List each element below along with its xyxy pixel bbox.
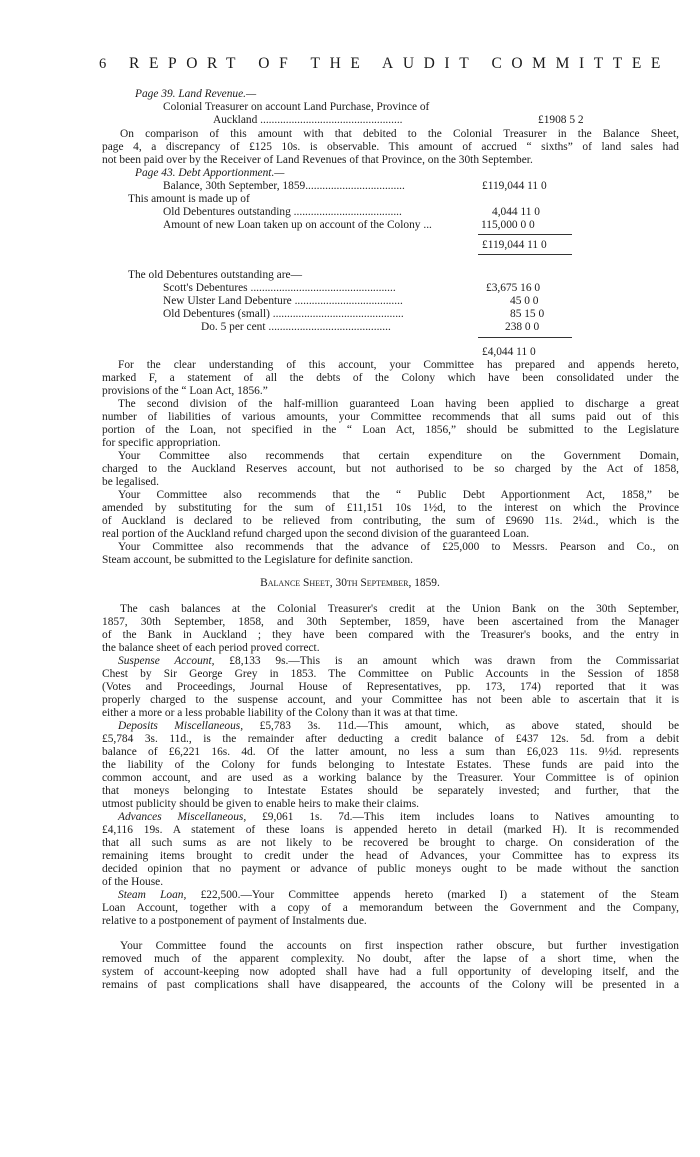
balance-sheet-heading: Balance Sheet, 30th September, 1859. — [260, 577, 440, 589]
debt-made-up-label: This amount is made up of — [128, 193, 250, 205]
old-debentures-intro: The old Debentures outstanding are— — [128, 269, 302, 281]
para-b-line: common account, and are used as a working balance by the Treasurer. Your Committee is of opinion — [102, 772, 679, 784]
debt-total: £119,044 11 0 — [482, 239, 547, 251]
debt-balance-amount: £119,044 11 0 — [482, 180, 547, 192]
para-b-line: that all such sums as are not likely to be recovered be brought to charge. On consideration of the — [102, 837, 679, 849]
comparison-line-2: page 4, a discrepancy of £125 10s. is observable. This amount of accrued “ sixths” of land sales had — [102, 141, 679, 153]
para-a-line: portion of the Loan, not specified in the “ Loan Act, 1856,” should be submitted to the Legislature — [102, 424, 679, 436]
sum-rule — [478, 337, 572, 338]
para-a-line: amended by substituting for the sum of £11,151 10s 1½d, to the interest on which the Province — [102, 502, 679, 514]
debenture-row-amount: £3,675 16 0 — [486, 282, 541, 294]
para-a-line: for specific appropriation. — [102, 437, 221, 449]
debenture-row-amount: 45 0 0 — [510, 295, 539, 307]
para-c-line: remains of past complications shall have disappeared, the accounts of the Colony will be presented in a — [102, 979, 679, 991]
comparison-line-1: On comparison of this amount with that debited to the Colonial Treasurer in the Balance Sheet, — [120, 128, 679, 140]
para-b-line: properly charged to the suspense account, and your Committee has not been able to ascertain that it is — [102, 694, 679, 706]
debenture-row-label: Old Debentures (small) .............................................. — [163, 308, 404, 320]
para-b-line: Chest by Sir George Grey in 1853. The Committee on Public Accounts in the Session of 1858 — [102, 668, 679, 680]
para-a-line: Your Committee also recommends that certain expenditure on the Government Domain, — [118, 450, 679, 462]
para-a-line: provisions of the “ Loan Act, 1856.” — [102, 385, 268, 397]
debenture-row-label: New Ulster Land Debenture ...................................... — [163, 295, 403, 307]
para-b-line: (Votes and Proceedings, Journal House of Representatives, pp. 173, 174) reported that it was — [102, 681, 679, 693]
para-b-line: either a more or a less probable liability of the Colony than it was at that time. — [102, 707, 458, 719]
para-c-line: removed much of the apparent complexity. No doubt, after the lapse of a short time, when the — [102, 953, 679, 965]
para-b-line: of the House. — [102, 876, 164, 888]
land-revenue-item-line2: Auckland .................................................. — [213, 114, 403, 126]
para-b-line: The cash balances at the Colonial Treasurer's credit at the Union Bank on the 30th September, — [120, 603, 679, 615]
debt-row-label: Old Debentures outstanding ...................................... — [163, 206, 402, 218]
para-a-line: The second division of the half-million guaranteed Loan having been applied to discharge a great — [118, 398, 679, 410]
para-b-line: Loan Account, together with a copy of a memorandum between the Government and the Company, — [102, 902, 679, 914]
para-b-line: £5,784 3s. 11d., is the remainder after deducting a credit balance of £437 12s. 5d. from a debit — [102, 733, 679, 745]
debenture-row-amount: 238 0 0 — [505, 321, 540, 333]
para-b-line: the liability of the Colony for funds belonging to Intestate Estates. These funds are paid into the — [102, 759, 679, 771]
para-a-line: Steam account, be submitted to the Legislature for definite sanction. — [102, 554, 413, 566]
para-b-line: £4,116 19s. A statement of these loans is appended hereto in detail (marked H). It is recommended — [102, 824, 679, 836]
para-b-line: decided opinion that no payment or advance of public moneys ought to be made without the sanction — [102, 863, 679, 875]
debt-apportionment-heading: Page 43. Debt Apportionment.— — [135, 167, 285, 179]
running-title: REPORT OF THE AUDIT COMMITTEE — [129, 55, 670, 72]
debt-balance-label: Balance, 30th September, 1859................................... — [163, 180, 405, 192]
para-b-line: of the Bank in Auckland ; they have been compared with the Treasurer's books, and the entry in — [102, 629, 679, 641]
para-a-line: Your Committee also recommends that the advance of £25,000 to Messrs. Pearson and Co., on — [118, 541, 679, 553]
debenture-row-amount: 85 15 0 — [510, 308, 545, 320]
para-a-line: marked F, a statement of all the debts of the Colony which have been consolidated under the — [102, 372, 679, 384]
sum-rule — [478, 234, 572, 235]
para-b-line: Deposits Miscellaneous, £5,783 3s. 11d.—This amount, which, as above stated, should be — [118, 720, 680, 732]
para-a-line: For the clear understanding of this account, your Committee has prepared and appends hereto, — [118, 359, 679, 371]
comparison-line-3: not been paid over by the Receiver of Land Revenues of that Province, on the 30th September. — [102, 154, 533, 166]
para-c-line: Your Committee found the accounts on first inspection rather obscure, but further investigation — [120, 940, 679, 952]
land-revenue-heading: Page 39. Land Revenue.— — [135, 88, 257, 100]
page-number: 6 — [99, 56, 107, 72]
para-b-line: 1857, 30th September, 1858, and 30th September, 1859, have been ascertained from the Manager — [102, 616, 679, 628]
para-b-line: that moneys belonging to Intestate Estates should be separately invested; and further, that the — [102, 785, 679, 797]
para-b-line: utmost publicity should be given to enable heirs to make their claims. — [102, 798, 419, 810]
para-a-line: of Auckland is declared to be relieved from contributing, the sum of £9690 11s. 2¼d., which is the — [102, 515, 679, 527]
para-b-line: Advances Miscellaneous, £9,061 1s. 7d.—This item includes loans to Natives amounting to — [118, 811, 679, 823]
debenture-row-label: Do. 5 per cent ........................................... — [201, 321, 391, 333]
para-b-line: Suspense Account, £8,133 9s.—This is an amount which was drawn from the Commissariat — [118, 655, 679, 667]
para-b-line: Steam Loan, £22,500.—Your Committee appends hereto (marked I) a statement of the Steam — [118, 889, 679, 901]
para-a-line: Your Committee also recommends that the “ Public Debt Apportionment Act, 1858,” be — [118, 489, 679, 501]
para-b-line: relative to a postponement of payment of Instalments due. — [102, 915, 367, 927]
debt-row-amount: 115,000 0 0 — [481, 219, 535, 231]
para-a-line: be legalised. — [102, 476, 159, 488]
para-b-line: balance of £6,221 16s. 4d. Of the latter amount, no less a sum than £6,023 11s. 9½d. represents — [102, 746, 679, 758]
land-revenue-amount: £1908 5 2 — [538, 114, 584, 126]
para-a-line: charged to the Auckland Reserves account, but not authorised to be so charged by the Act of 1858, — [102, 463, 679, 475]
para-a-line: real portion of the Auckland refund charged upon the second division of the guaranteed Loan. — [102, 528, 530, 540]
para-b-line: the balance sheet of each period proved correct. — [102, 642, 320, 654]
debt-row-amount: 4,044 11 0 — [492, 206, 540, 218]
land-revenue-item-line1: Colonial Treasurer on account Land Purchase, Province of — [163, 101, 430, 113]
para-c-line: system of account-keeping now adopted shall have had a full opportunity of developing itself, and the — [102, 966, 679, 978]
para-b-line: remaining items brought to credit under the head of Advances, your Committee has to express its — [102, 850, 679, 862]
sum-rule — [478, 254, 572, 255]
debt-row-label: Amount of new Loan taken up on account of the Colony ... — [163, 219, 432, 231]
para-a-line: number of liabilities of various amounts, your Committee recommends that all sums paid out of this — [102, 411, 679, 423]
debentures-total: £4,044 11 0 — [482, 346, 536, 358]
debenture-row-label: Scott's Debentures ................................................... — [163, 282, 396, 294]
